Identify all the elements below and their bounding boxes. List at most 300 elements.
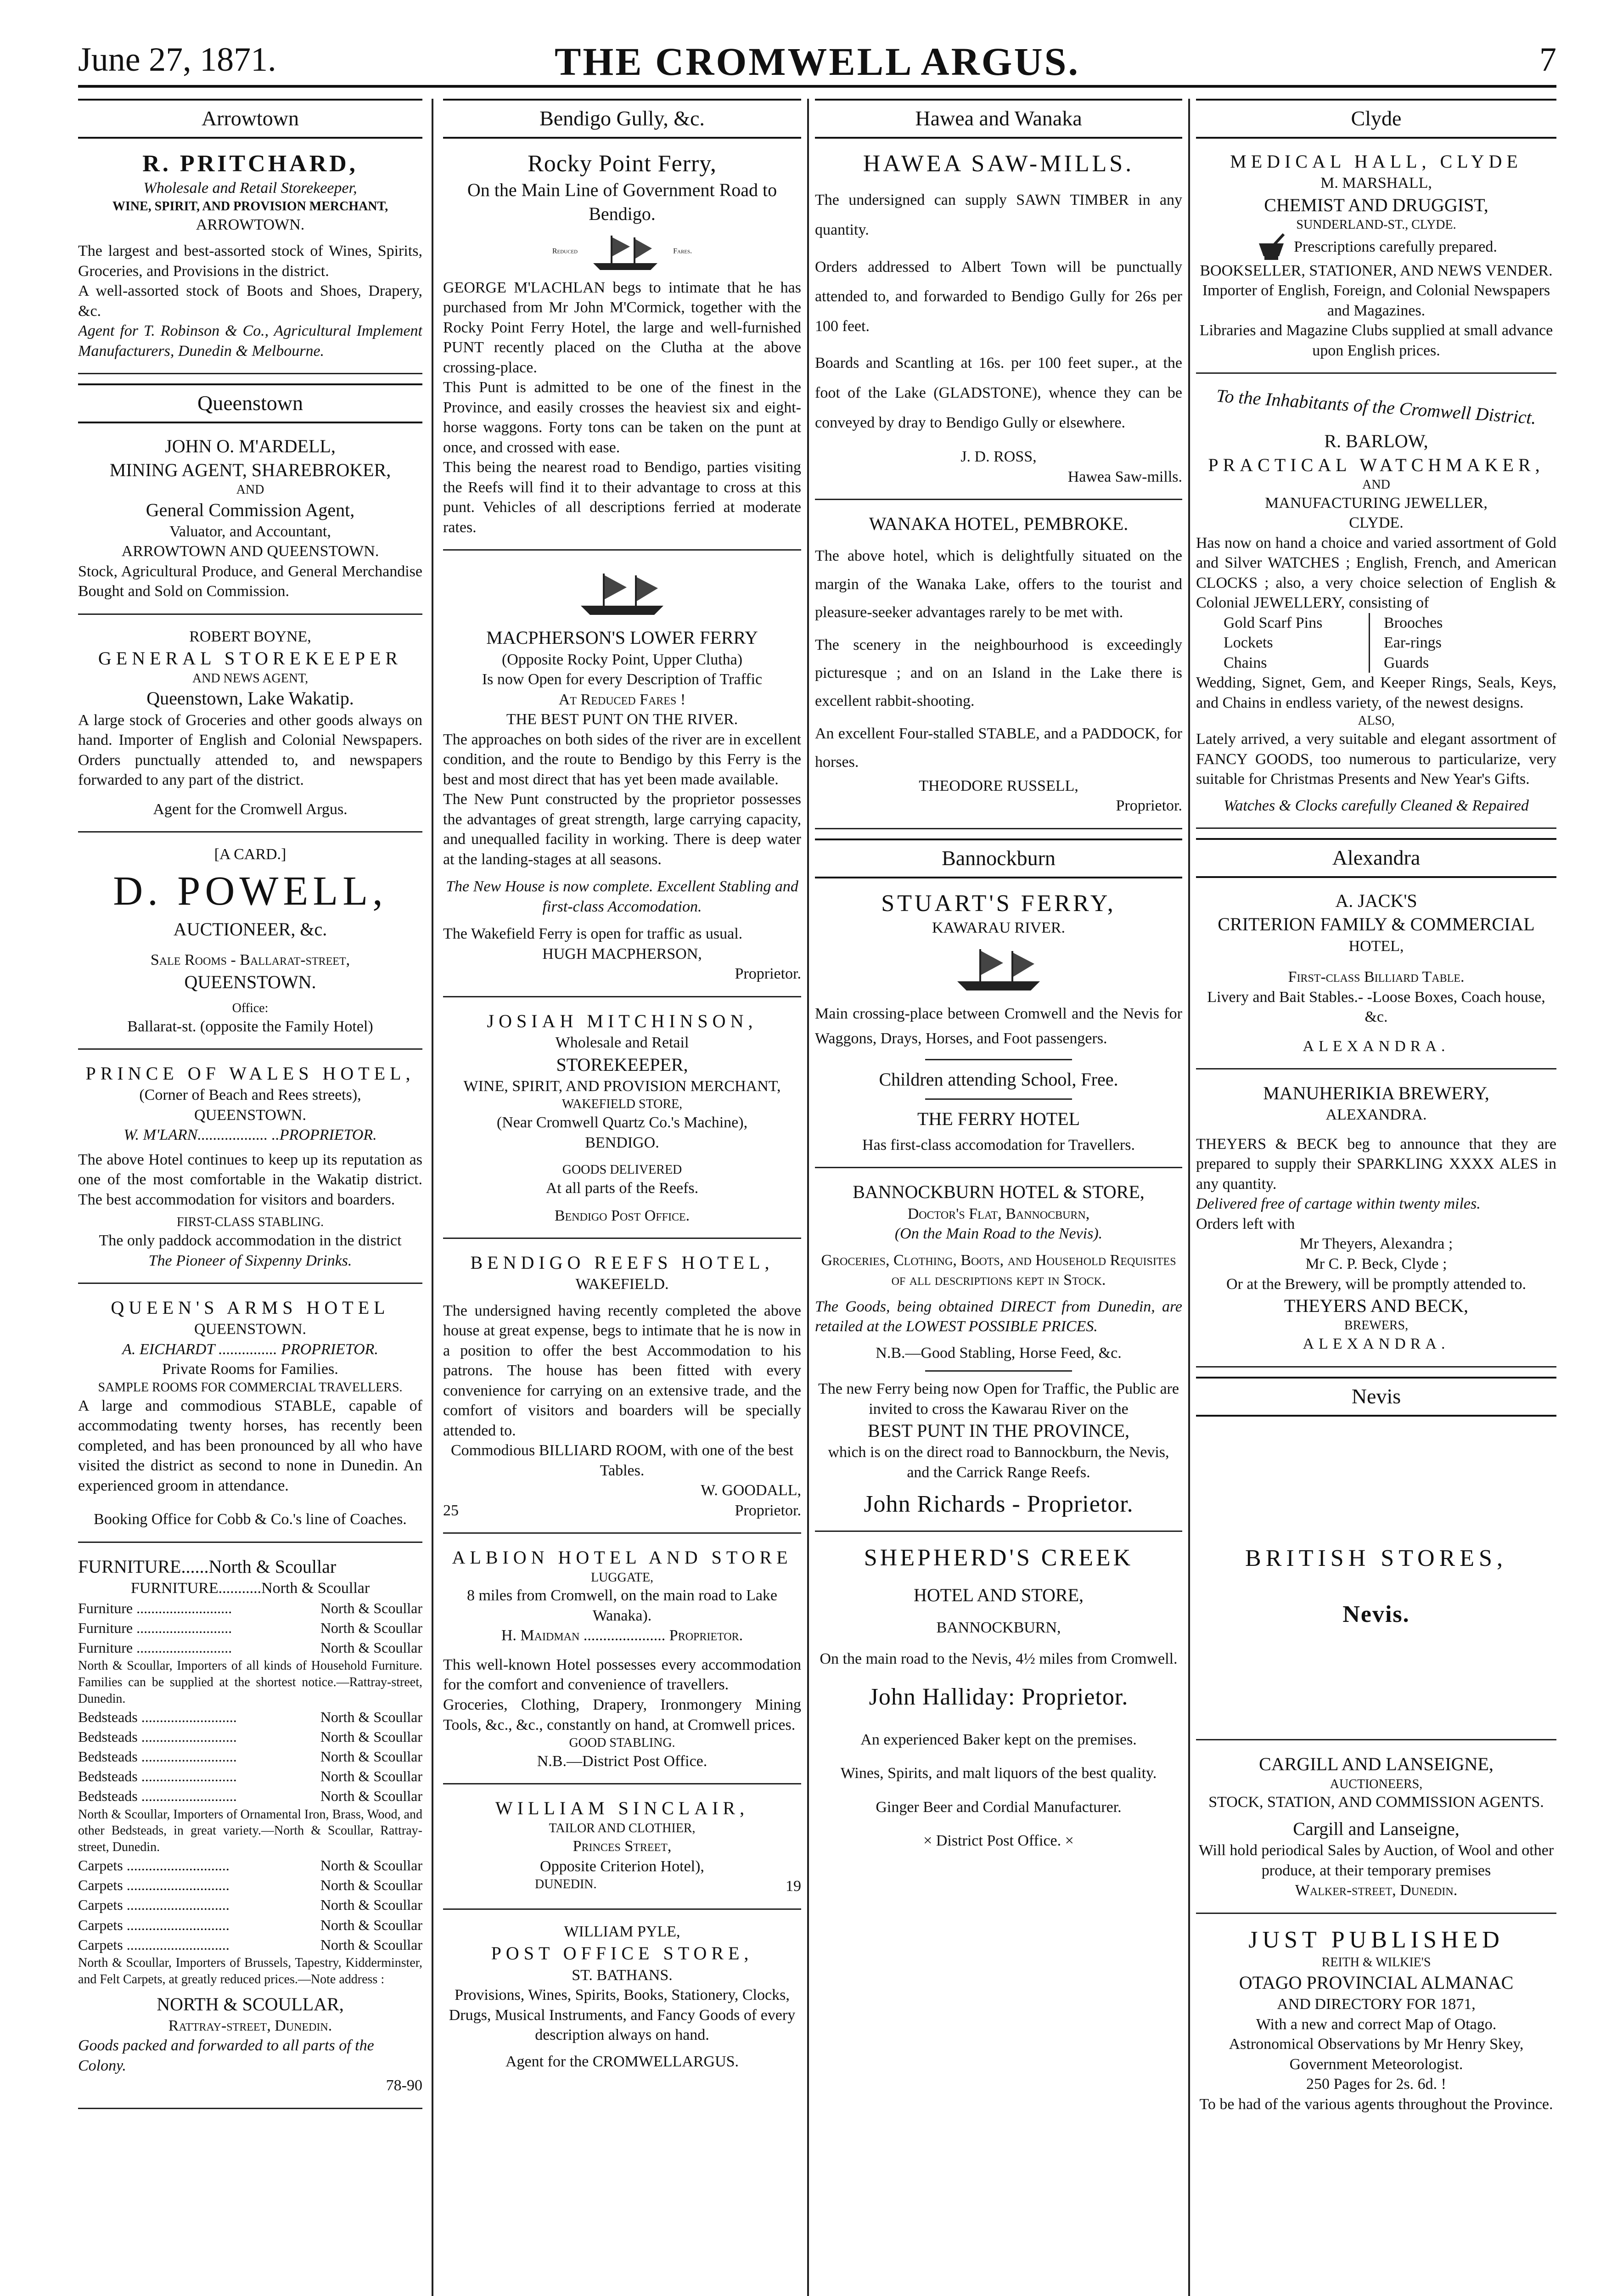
ad-title: JOSIAH MITCHINSON, bbox=[487, 1010, 758, 1031]
ad-line: THE BEST PUNT ON THE RIVER. bbox=[506, 711, 738, 728]
ad-boyne bbox=[78, 624, 422, 833]
ad-title: BENDIGO REEFS HOTEL, bbox=[470, 1252, 774, 1273]
ad-body: Stock, Agricultural Produce, and General Merchandise Bought and Sold on Commission. bbox=[78, 563, 422, 600]
divider bbox=[925, 1370, 1072, 1372]
ad-line: PRACTICAL WATCHMAKER, bbox=[1208, 454, 1544, 475]
row-item: Carpets ............................ bbox=[78, 1877, 230, 1894]
jewellery-list bbox=[1196, 613, 1556, 673]
ship-icon bbox=[576, 569, 668, 619]
row-item: Bedsteads .......................... bbox=[78, 1728, 237, 1745]
ad-body: The Wakefield Ferry is open for traffic as usual. bbox=[443, 925, 743, 943]
section-heading-nevis: Nevis bbox=[1196, 1377, 1556, 1417]
section-heading-arrowtown: Arrowtown bbox=[78, 99, 422, 139]
section-heading-hawea: Hawea and Wanaka bbox=[815, 99, 1182, 139]
ad-pritchard bbox=[78, 147, 422, 374]
table-row bbox=[78, 1786, 422, 1806]
ad-body: This Punt is admitted to be one of the finest in the Province, and easily crosses the heaviest six and eight-horse waggons. Forty tons can be taken on the punt at once, and crossed with ease. bbox=[443, 379, 801, 456]
ad-line: Fares. bbox=[673, 247, 692, 255]
ad-body: The scenery in the neighbourhood is exceedingly picturesque ; and on an Island in the Lake there is excellent rabbit-shooting. bbox=[815, 636, 1182, 710]
ad-line: Hawea Saw-mills. bbox=[1067, 468, 1182, 485]
row-item: Furniture .......................... bbox=[78, 1599, 232, 1616]
ad-body: The above Hotel continues to keep up its reputation as one of the most comfortable in the Wakatip district. The best accommodation for visitors and boarders. bbox=[78, 1151, 422, 1208]
ad-line: STOCK, STATION, AND COMMISSION AGENTS. bbox=[1208, 1794, 1544, 1811]
row-seller: North & Scoullar bbox=[320, 1916, 422, 1933]
ad-line: Wines, Spirits, and malt liquors of the best quality. bbox=[840, 1765, 1157, 1782]
ad-line: Valuator, and Accountant, bbox=[169, 523, 331, 540]
table-row bbox=[78, 1727, 422, 1747]
ad-line: With a new and correct Map of Otago. bbox=[1256, 2015, 1497, 2033]
ad-line: 25 bbox=[443, 1502, 459, 1519]
ad-line: Watches & Clocks carefully Cleaned & Repaired bbox=[1224, 797, 1529, 814]
row-item: Bedsteads .......................... bbox=[78, 1708, 237, 1725]
ad-sinclair bbox=[443, 1794, 801, 1910]
fares-line bbox=[443, 231, 801, 272]
ad-line: ALEXANDRA. bbox=[1325, 1106, 1427, 1124]
ad-line: THE FERRY HOTEL bbox=[917, 1108, 1080, 1129]
jewellery-left bbox=[1224, 613, 1370, 673]
ad-line: A. EICHARDT ............... PROPRIETOR. bbox=[122, 1340, 378, 1358]
column-divider bbox=[1188, 99, 1190, 2296]
ad-body: The new Ferry being now Open for Traffic, the Public are invited to cross the Kawarau River on the bbox=[818, 1380, 1179, 1418]
ad-pyle bbox=[443, 1919, 801, 2083]
ad-line: BENDIGO. bbox=[585, 1134, 659, 1151]
ad-line: Children attending School, Free. bbox=[879, 1069, 1118, 1090]
ad-line: BOOKSELLER, STATIONER, AND NEWS VENDER. bbox=[1200, 262, 1553, 279]
ad-body: Orders addressed to Albert Town will be punctually attended to, and forwarded to Bendigo Gully for 26s per 100 feet. bbox=[815, 258, 1182, 335]
ad-line: AND bbox=[236, 482, 264, 497]
row-seller: North & Scoullar bbox=[320, 1748, 422, 1765]
divider bbox=[925, 1098, 1072, 1100]
ad-line: N.B.—Good Stabling, Horse Feed, &c. bbox=[876, 1344, 1122, 1362]
column-2 bbox=[443, 99, 801, 2296]
list-item: Lockets bbox=[1224, 634, 1273, 652]
ad-line: Ginger Beer and Cordial Manufacturer. bbox=[876, 1798, 1122, 1816]
ad-line: The only paddock accommodation in the district bbox=[99, 1232, 402, 1249]
ad-north-scoullar bbox=[78, 1552, 422, 2109]
ad-body: A well-assorted stock of Boots and Shoes, Drapery, &c. bbox=[78, 282, 422, 320]
ad-line: HOTEL AND STORE, bbox=[914, 1585, 1084, 1606]
ad-albion-hotel bbox=[443, 1543, 801, 1784]
row-seller: North & Scoullar bbox=[320, 1936, 422, 1953]
ad-title: ALBION HOTEL AND STORE bbox=[452, 1547, 792, 1568]
ad-manuherikia-brewery bbox=[1196, 1079, 1556, 1367]
ad-body: A large stock of Groceries and other goods always on hand. Importer of English and Colonial Newspapers. Orders punctually attended to, and newspapers forwarded to any part of the district. bbox=[78, 711, 422, 789]
ad-line: WINE, SPIRIT, AND PROVISION MERCHANT, bbox=[112, 199, 388, 214]
ad-line: 78-90 bbox=[386, 2077, 422, 2094]
table-row bbox=[78, 1618, 422, 1638]
ad-line: Agent for the Cromwell Argus. bbox=[153, 800, 348, 818]
ad-line: ARROWTOWN. bbox=[196, 216, 305, 233]
ad-line: On the Main Line of Government Road to Bendigo. bbox=[467, 180, 777, 224]
ad-line: DUNEDIN. bbox=[535, 1877, 597, 1892]
ad-body: The approaches on both sides of the river are in excellent condition, and the route to Bendigo by this Ferry is the best and most direct that has yet been made available. bbox=[443, 731, 801, 788]
ad-line: ST. BATHANS. bbox=[572, 1966, 673, 1984]
ad-line: WINE, SPIRIT, AND PROVISION MERCHANT, bbox=[463, 1077, 781, 1095]
ad-bendigo-reefs bbox=[443, 1248, 801, 1534]
ad-line: OTAGO PROVINCIAL ALMANAC bbox=[1239, 1972, 1514, 1993]
signature-row bbox=[443, 1501, 801, 1521]
ad-bannockburn-hotel bbox=[815, 1177, 1182, 1531]
ad-line: Or at the Brewery, will be promptly attended to. bbox=[1226, 1275, 1527, 1293]
section-heading-alexandra: Alexandra bbox=[1196, 838, 1556, 878]
ad-title: ROBERT BOYNE, bbox=[189, 628, 311, 645]
ad-line: NORTH & SCOULLAR, bbox=[157, 1993, 344, 2015]
bedstead-rows bbox=[78, 1707, 422, 1806]
ad-line: AUCTIONEERS, bbox=[1330, 1777, 1423, 1791]
column-1 bbox=[78, 99, 422, 2296]
ad-line: THEYERS AND BECK, bbox=[1284, 1295, 1469, 1317]
page-number: 7 bbox=[1539, 41, 1556, 79]
table-row bbox=[78, 1747, 422, 1767]
ad-title: WILLIAM SINCLAIR, bbox=[495, 1798, 749, 1819]
ad-body: North & Scoullar, Importers of Ornamental Iron, Brass, Wood, and other Bedsteads, in great variety.—North & Scoullar, Rattray-street, Dunedin. bbox=[78, 1807, 422, 1855]
ad-body: Will hold periodical Sales by Auction, of Wool and other produce, at their temporary premises bbox=[1198, 1842, 1554, 1879]
column-divider bbox=[432, 99, 433, 2296]
ad-barlow bbox=[1196, 383, 1556, 829]
ad-body: The largest and best-assorted stock of Wines, Spirits, Groceries, and Provisions in the district. bbox=[78, 242, 422, 280]
ad-line: WAKEFIELD. bbox=[575, 1276, 669, 1293]
ad-line: M. MARSHALL, bbox=[1320, 174, 1432, 192]
ad-line: 19 bbox=[786, 1878, 801, 1895]
row-seller: North & Scoullar bbox=[320, 1639, 422, 1656]
ad-line: Private Rooms for Families. bbox=[162, 1361, 338, 1378]
ad-rocky-point-ferry bbox=[443, 147, 801, 551]
ad-line: BEST PUNT IN THE PROVINCE, bbox=[867, 1420, 1130, 1441]
ad-body: Lately arrived, a very suitable and elegant assortment of FANCY GOODS, too numerous to particularize, very suitable for Christmas Presents and New Year's Gifts. bbox=[1196, 731, 1556, 788]
ad-body: The above hotel, which is delightfully situated on the margin of the Wanaka Lake, offers to the tourist and pleasure-seeker advantages rarely to be met with. bbox=[815, 547, 1182, 621]
column-3 bbox=[815, 99, 1182, 2296]
ad-line: QUEENSTOWN. bbox=[194, 1106, 306, 1124]
table-row bbox=[78, 1598, 422, 1618]
list-item: Brooches bbox=[1384, 614, 1443, 631]
ad-line: BREWERS, bbox=[1344, 1318, 1409, 1333]
ad-line: Agent for the CROMWELLARGUS. bbox=[505, 2053, 739, 2070]
ship-icon bbox=[589, 231, 662, 272]
ad-line: 8 miles from Cromwell, on the main road to Lake Wanaka). bbox=[466, 1587, 778, 1624]
ad-line: To the Inhabitants of the Cromwell District. bbox=[1215, 385, 1537, 428]
mortar-pestle-icon bbox=[1255, 233, 1287, 261]
ad-line: SUNDERLAND-ST., CLYDE. bbox=[1296, 217, 1456, 232]
row-seller: North & Scoullar bbox=[320, 1768, 422, 1785]
ad-line: GOOD STABLING. bbox=[569, 1736, 675, 1750]
ad-line: The New House is now complete. Excellent Stabling and first-class Accomodation. bbox=[446, 878, 798, 915]
ad-line: At Reduced Fares ! bbox=[558, 691, 686, 708]
ad-line: 250 Pages for 2s. 6d. ! bbox=[1306, 2076, 1447, 2093]
ad-line: Booking Office for Cobb & Co.'s line of Coaches. bbox=[94, 1511, 407, 1528]
ad-title: D. POWELL, bbox=[113, 868, 387, 914]
row-item: Furniture .......................... bbox=[78, 1619, 232, 1636]
ad-body: An excellent Four-stalled STABLE, and a PADDOCK, for horses. bbox=[815, 725, 1182, 771]
ad-body: A large and commodious STABLE, capable of accommodating twenty horses, has recently been completed, and has been pronounced by all who have visited the district as second to none in Dunedin. An experienced groom in attendance. bbox=[78, 1397, 422, 1494]
ad-mcardell bbox=[78, 432, 422, 614]
ad-line: (Opposite Rocky Point, Upper Clutha) bbox=[501, 651, 743, 668]
signature-row bbox=[443, 1876, 801, 1896]
ad-line: Prescriptions carefully prepared. bbox=[1294, 238, 1497, 255]
ad-line: AUCTIONEER, &c. bbox=[173, 918, 327, 940]
ad-line: HOTEL, bbox=[1348, 937, 1404, 955]
ad-line: Princes Street, bbox=[573, 1838, 672, 1855]
ad-line: × District Post Office. × bbox=[923, 1832, 1074, 1850]
ad-line: W. M'LARN.................. ..PROPRIETOR. bbox=[124, 1126, 377, 1144]
row-item: Carpets ............................ bbox=[78, 1896, 230, 1913]
ad-body: GEORGE M'LACHLAN begs to intimate that he has purchased from Mr John M'Cormick, together with the Rocky Point Ferry Hotel, the large and well-furnished PUNT recently placed on the Clutha at the above crossing-place. bbox=[443, 279, 801, 376]
column-4 bbox=[1196, 99, 1556, 2296]
ad-line: Opposite Criterion Hotel), bbox=[540, 1857, 704, 1875]
ad-line: MANUFACTURING JEWELLER, bbox=[1265, 494, 1488, 512]
list-item: Chains bbox=[1224, 654, 1267, 671]
ad-line: Ballarat-st. (opposite the Family Hotel) bbox=[127, 1018, 373, 1035]
ad-line: General Commission Agent, bbox=[146, 499, 355, 520]
ad-hawea-saw-mills bbox=[815, 147, 1182, 500]
ad-line: Proprietor. bbox=[1116, 797, 1182, 815]
ad-body: Provisions, Wines, Spirits, Books, Stationery, Clocks, Drugs, Musical Instruments, and Fancy Goods of every description always on hand. bbox=[449, 1986, 796, 2044]
ad-title: JOHN O. M'ARDELL, bbox=[165, 436, 336, 457]
ad-body: Groceries, Clothing, Boots, and Household Requisites of all descriptions kept in Stock. bbox=[821, 1251, 1176, 1289]
ad-title: Rocky Point Ferry, bbox=[528, 151, 717, 177]
row-seller: North & Scoullar bbox=[320, 1877, 422, 1894]
ad-line: CRITERION FAMILY & COMMERCIAL bbox=[1218, 914, 1535, 935]
ad-line: Queenstown, Lake Wakatip. bbox=[146, 688, 354, 709]
ad-body: Commodious BILLIARD ROOM, with one of the best Tables. bbox=[450, 1442, 794, 1479]
row-item: Carpets ............................ bbox=[78, 1857, 230, 1874]
ad-line: J. D. ROSS, bbox=[960, 448, 1037, 466]
ad-body: The Goods, being obtained DIRECT from Dunedin, are retailed at the LOWEST POSSIBLE PRICES. bbox=[815, 1298, 1182, 1335]
list-item: Ear-rings bbox=[1384, 634, 1442, 652]
ad-line: LUGGATE, bbox=[590, 1570, 654, 1585]
table-row bbox=[78, 1767, 422, 1786]
ad-line: AND bbox=[1362, 477, 1390, 492]
section-heading-queenstown: Queenstown bbox=[78, 383, 422, 423]
ad-title: CARGILL AND LANSEIGNE, bbox=[1259, 1754, 1494, 1775]
ad-body: Wedding, Signet, Gem, and Keeper Rings, Seals, Keys, and Chains in endless variety, of the newest designs. bbox=[1196, 674, 1556, 711]
ad-line: Libraries and Magazine Clubs supplied at small advance upon English prices. bbox=[1199, 322, 1553, 359]
ad-line: CHEMIST AND DRUGGIST, bbox=[1264, 194, 1488, 215]
table-row bbox=[78, 1875, 422, 1895]
ad-shepherds-creek bbox=[815, 1541, 1182, 1863]
ad-line: Importer of English, Foreign, and Colonial Newspapers and Magazines. bbox=[1202, 282, 1550, 319]
ad-line: Livery and Bait Stables.- -Loose Boxes, Coach house, &c. bbox=[1207, 988, 1545, 1026]
divider bbox=[925, 1059, 1072, 1060]
ad-body: Boards and Scantling at 16s. per 100 feet super., at the foot of the Lake (GLADSTONE), whence they can be conveyed by dray to Bendigo Gully or elsewhere. bbox=[815, 355, 1182, 431]
ad-line: Wholesale and Retail Storekeeper, bbox=[143, 180, 357, 197]
ad-title: WANAKA HOTEL, PEMBROKE. bbox=[869, 513, 1129, 535]
ad-line: The Pioneer of Sixpenny Drinks. bbox=[148, 1252, 352, 1269]
ad-title: BRITISH STORES, bbox=[1245, 1545, 1507, 1571]
row-seller: North & Scoullar bbox=[320, 1708, 422, 1725]
ad-line: Doctor's Flat, Bannocburn, bbox=[907, 1205, 1090, 1222]
ad-line: (Corner of Beach and Rees streets), bbox=[139, 1086, 361, 1104]
ad-title: QUEEN'S ARMS HOTEL bbox=[111, 1297, 390, 1318]
ad-line: H. Maidman ..................... Proprietor. bbox=[501, 1627, 743, 1644]
ad-line: Walker-street, Dunedin. bbox=[1295, 1882, 1458, 1899]
ad-line: To be had of the various agents throughout the Province. bbox=[1199, 2095, 1553, 2113]
section-heading-bendigo: Bendigo Gully, &c. bbox=[443, 99, 801, 139]
ad-line: WAKEFIELD STORE, bbox=[562, 1097, 683, 1112]
ad-stuarts-ferry bbox=[815, 887, 1182, 1169]
ad-body: North & Scoullar, Importers of all kinds of Household Furniture. Families can be supplied at the shortest notice.—Rattray-street, Dunedin. bbox=[78, 1659, 422, 1706]
ad-title: SHEPHERD'S CREEK bbox=[864, 1544, 1134, 1571]
ad-line: Mr C. P. Beck, Clyde ; bbox=[1305, 1255, 1447, 1272]
ad-title: BANNOCKBURN HOTEL & STORE, bbox=[853, 1182, 1145, 1203]
ad-line: THEODORE RUSSELL, bbox=[919, 777, 1078, 794]
row-seller: North & Scoullar bbox=[320, 1857, 422, 1874]
row-item: Carpets ............................ bbox=[78, 1936, 230, 1953]
ad-title: JUST PUBLISHED bbox=[1248, 1926, 1504, 1953]
ad-line: Rattray-street, Dunedin. bbox=[168, 2017, 332, 2034]
ad-title: MANUHERIKIA BREWERY, bbox=[1263, 1083, 1489, 1104]
row-seller: North & Scoullar bbox=[320, 1728, 422, 1745]
ad-title: STUART'S FERRY, bbox=[881, 890, 1116, 917]
ad-line: SAMPLE ROOMS FOR COMMERCIAL TRAVELLERS. bbox=[98, 1380, 403, 1395]
ad-line: First-class Billiard Table. bbox=[1288, 968, 1465, 986]
ad-line: GENERAL STOREKEEPER bbox=[98, 648, 403, 669]
ad-title: FURNITURE......North & Scoullar bbox=[78, 1556, 337, 1577]
table-row bbox=[78, 1856, 422, 1875]
ad-cargill-lanseigne bbox=[1196, 1750, 1556, 1913]
ad-title: WILLIAM PYLE, bbox=[564, 1923, 680, 1940]
table-row bbox=[78, 1707, 422, 1727]
ad-just-published bbox=[1196, 1923, 1556, 2127]
ad-line: Delivered free of cartage within twenty miles. bbox=[1196, 1195, 1481, 1213]
list-item: Guards bbox=[1384, 654, 1429, 671]
ad-line: Has first-class accomodation for Travellers. bbox=[862, 1136, 1135, 1154]
ad-body: Groceries, Clothing, Drapery, Ironmongery Mining Tools, &c., &c., constantly on hand, at Cromwell prices. bbox=[443, 1696, 801, 1733]
ad-body: The undersigned can supply SAWN TIMBER in any quantity. bbox=[815, 191, 1182, 238]
ad-line: [A CARD.] bbox=[214, 846, 286, 863]
table-row bbox=[78, 1915, 422, 1935]
ad-line: AND DIRECTORY FOR 1871, bbox=[1277, 1996, 1476, 2013]
ad-body: Has now on hand a choice and varied assortment of Gold and Silver WATCHES ; English, French, and American CLOCKS ; also, a very choice selection of English & Colonial JEWELLERY, consisting of bbox=[1196, 534, 1556, 612]
ad-line: ARROWTOWN AND QUEENSTOWN. bbox=[121, 543, 379, 560]
ad-line: Goods packed and forwarded to all parts of the Colony. bbox=[78, 2037, 374, 2074]
ad-body: This being the nearest road to Bendigo, parties visiting the Reefs will find it to their advantage to cross at this punt. Vehicles of all descriptions ferried at moderate rates. bbox=[443, 459, 801, 536]
ad-line: QUEENSTOWN. bbox=[184, 971, 316, 992]
row-item: Bedsteads .......................... bbox=[78, 1788, 237, 1805]
ad-line: FIRST-CLASS STABLING. bbox=[176, 1215, 324, 1230]
ad-line: An experienced Baker kept on the premises. bbox=[860, 1731, 1137, 1748]
row-seller: North & Scoullar bbox=[320, 1896, 422, 1913]
ad-wanaka-hotel bbox=[815, 509, 1182, 829]
row-item: Bedsteads .......................... bbox=[78, 1748, 237, 1765]
ad-line: Proprietor. bbox=[735, 1502, 801, 1519]
ad-line: ALSO, bbox=[1358, 714, 1395, 728]
ad-line: ALEXANDRA. bbox=[1303, 1037, 1450, 1055]
ad-line: Office: bbox=[232, 1001, 269, 1015]
ad-title: PRINCE OF WALES HOTEL, bbox=[85, 1063, 415, 1084]
ad-line: Orders left with bbox=[1196, 1215, 1295, 1232]
section-heading-clyde: Clyde bbox=[1196, 99, 1556, 139]
ad-body: North & Scoullar, Importers of Brussels, Tapestry, Kidderminster, and Felt Carpets, at greatly reduced prices.—Note address : bbox=[78, 1955, 422, 1986]
row-item: Carpets ............................ bbox=[78, 1916, 230, 1933]
ad-line: Mr Theyers, Alexandra ; bbox=[1299, 1235, 1453, 1253]
ad-macpherson-ferry bbox=[443, 560, 801, 997]
list-item: Gold Scarf Pins bbox=[1224, 614, 1323, 631]
ad-queens-arms bbox=[78, 1293, 422, 1543]
ad-medical-hall bbox=[1196, 147, 1556, 374]
ad-title: R. PRITCHARD, bbox=[142, 151, 358, 177]
ad-body: This well-known Hotel possesses every accommodation for the comfort and convenience of travellers. bbox=[443, 1656, 801, 1694]
ad-line: CLYDE. bbox=[1349, 514, 1404, 532]
ad-title: MEDICAL HALL, CLYDE bbox=[1230, 151, 1522, 172]
ad-line: ALEXANDRA. bbox=[1303, 1335, 1450, 1353]
ad-body: Agent for T. Robinson & Co., Agricultural Implement Manufacturers, Dunedin & Melbourne. bbox=[78, 322, 422, 360]
masthead bbox=[78, 32, 1556, 88]
mortar-row bbox=[1196, 233, 1556, 261]
ad-line: Wholesale and Retail bbox=[555, 1034, 689, 1052]
ad-title: HAWEA SAW-MILLS. bbox=[863, 151, 1134, 177]
ad-line: POST OFFICE STORE, bbox=[491, 1943, 753, 1964]
ad-line: HUGH MACPHERSON, bbox=[542, 945, 702, 962]
ad-line: W. GOODALL, bbox=[701, 1482, 801, 1499]
column-divider bbox=[807, 99, 809, 2296]
ad-line: REITH & WILKIE'S bbox=[1321, 1955, 1431, 1970]
ad-line: On the main road to the Nevis, 4½ miles from Cromwell. bbox=[820, 1650, 1178, 1667]
ad-line: Bendigo Post Office. bbox=[554, 1207, 690, 1224]
ad-line: (On the Main Road to the Nevis). bbox=[894, 1225, 1103, 1243]
ad-title: A. JACK'S bbox=[1335, 890, 1417, 912]
table-row bbox=[78, 1638, 422, 1658]
ad-line: John Richards - Proprietor. bbox=[864, 1491, 1134, 1517]
ad-jacks-criterion bbox=[1196, 886, 1556, 1069]
row-item: Furniture .......................... bbox=[78, 1639, 232, 1656]
jewellery-right bbox=[1384, 613, 1529, 673]
ad-title: R. BARLOW, bbox=[1324, 431, 1428, 452]
ad-mitchinson bbox=[443, 1007, 801, 1239]
ad-line: N.B.—District Post Office. bbox=[537, 1752, 708, 1770]
ad-powell bbox=[78, 842, 422, 1050]
ad-line: FURNITURE...........North & Scoullar bbox=[130, 1580, 370, 1597]
newspaper-title: THE CROMWELL ARGUS. bbox=[554, 39, 1080, 84]
row-seller: North & Scoullar bbox=[320, 1788, 422, 1805]
ad-line: Reduced bbox=[552, 247, 578, 255]
row-item: Bedsteads .......................... bbox=[78, 1768, 237, 1785]
ad-line: which is on the direct road to Bannockburn, the Nevis, and the Carrick Range Reefs. bbox=[828, 1444, 1169, 1481]
furniture-rows bbox=[78, 1598, 422, 1658]
ad-line: Is now Open for every Description of Traffic bbox=[482, 671, 763, 688]
ad-line: Sale Rooms - Ballarat-street, bbox=[150, 951, 350, 968]
ad-body: THEYERS & BECK beg to announce that they are prepared to supply their SPARKLING XXXX ALES in any quantity. bbox=[1196, 1135, 1556, 1193]
table-row bbox=[78, 1895, 422, 1915]
ad-line: John Halliday: Proprietor. bbox=[869, 1683, 1129, 1710]
ad-line: GOODS DELIVERED bbox=[562, 1163, 682, 1177]
ad-title: MACPHERSON'S LOWER FERRY bbox=[486, 627, 758, 648]
ad-prince-of-wales bbox=[78, 1059, 422, 1284]
ad-line: Cargill and Lanseigne, bbox=[1293, 1818, 1460, 1839]
ship-icon bbox=[953, 945, 1044, 995]
ad-line: At all parts of the Reefs. bbox=[545, 1180, 699, 1197]
ad-line: AND NEWS AGENT, bbox=[192, 671, 309, 686]
ad-line: BANNOCKBURN, bbox=[936, 1619, 1061, 1637]
ad-line: (Near Cromwell Quartz Co.'s Machine), bbox=[496, 1114, 748, 1131]
section-heading-bannockburn: Bannockburn bbox=[815, 838, 1182, 878]
ad-line: MINING AGENT, SHAREBROKER, bbox=[109, 459, 391, 480]
ad-body: The undersigned having recently completed the above house at great expense, begs to intimate that he is now in a position to offer the best Accommodation to his patrons. The house has been fitted with every convenience for carrying on an extensive trade, and the comfort of visitors and boarders will be specially attended to. bbox=[443, 1302, 801, 1439]
table-row bbox=[78, 1935, 422, 1955]
ad-british-stores bbox=[1196, 1425, 1556, 1741]
ad-line: TAILOR AND CLOTHIER, bbox=[549, 1821, 696, 1835]
ad-line: Proprietor. bbox=[735, 965, 801, 983]
ad-line: Nevis. bbox=[1342, 1601, 1410, 1627]
ad-line: Astronomical Observations by Mr Henry Skey, Government Meteorologist. bbox=[1229, 2036, 1524, 2073]
row-seller: North & Scoullar bbox=[320, 1599, 422, 1616]
ad-line: KAWARAU RIVER. bbox=[932, 919, 1066, 937]
row-seller: North & Scoullar bbox=[320, 1619, 422, 1636]
issue-date: June 27, 1871. bbox=[78, 41, 276, 79]
ad-body: The New Punt constructed by the proprietor possesses the advantages of great strength, large carrying capacity, and unequalled facility in working. There is deep water at the landing-stages at all seasons. bbox=[443, 791, 801, 868]
carpet-rows bbox=[78, 1856, 422, 1955]
ad-line: QUEENSTOWN. bbox=[194, 1321, 306, 1338]
ad-line: STOREKEEPER, bbox=[556, 1054, 688, 1075]
